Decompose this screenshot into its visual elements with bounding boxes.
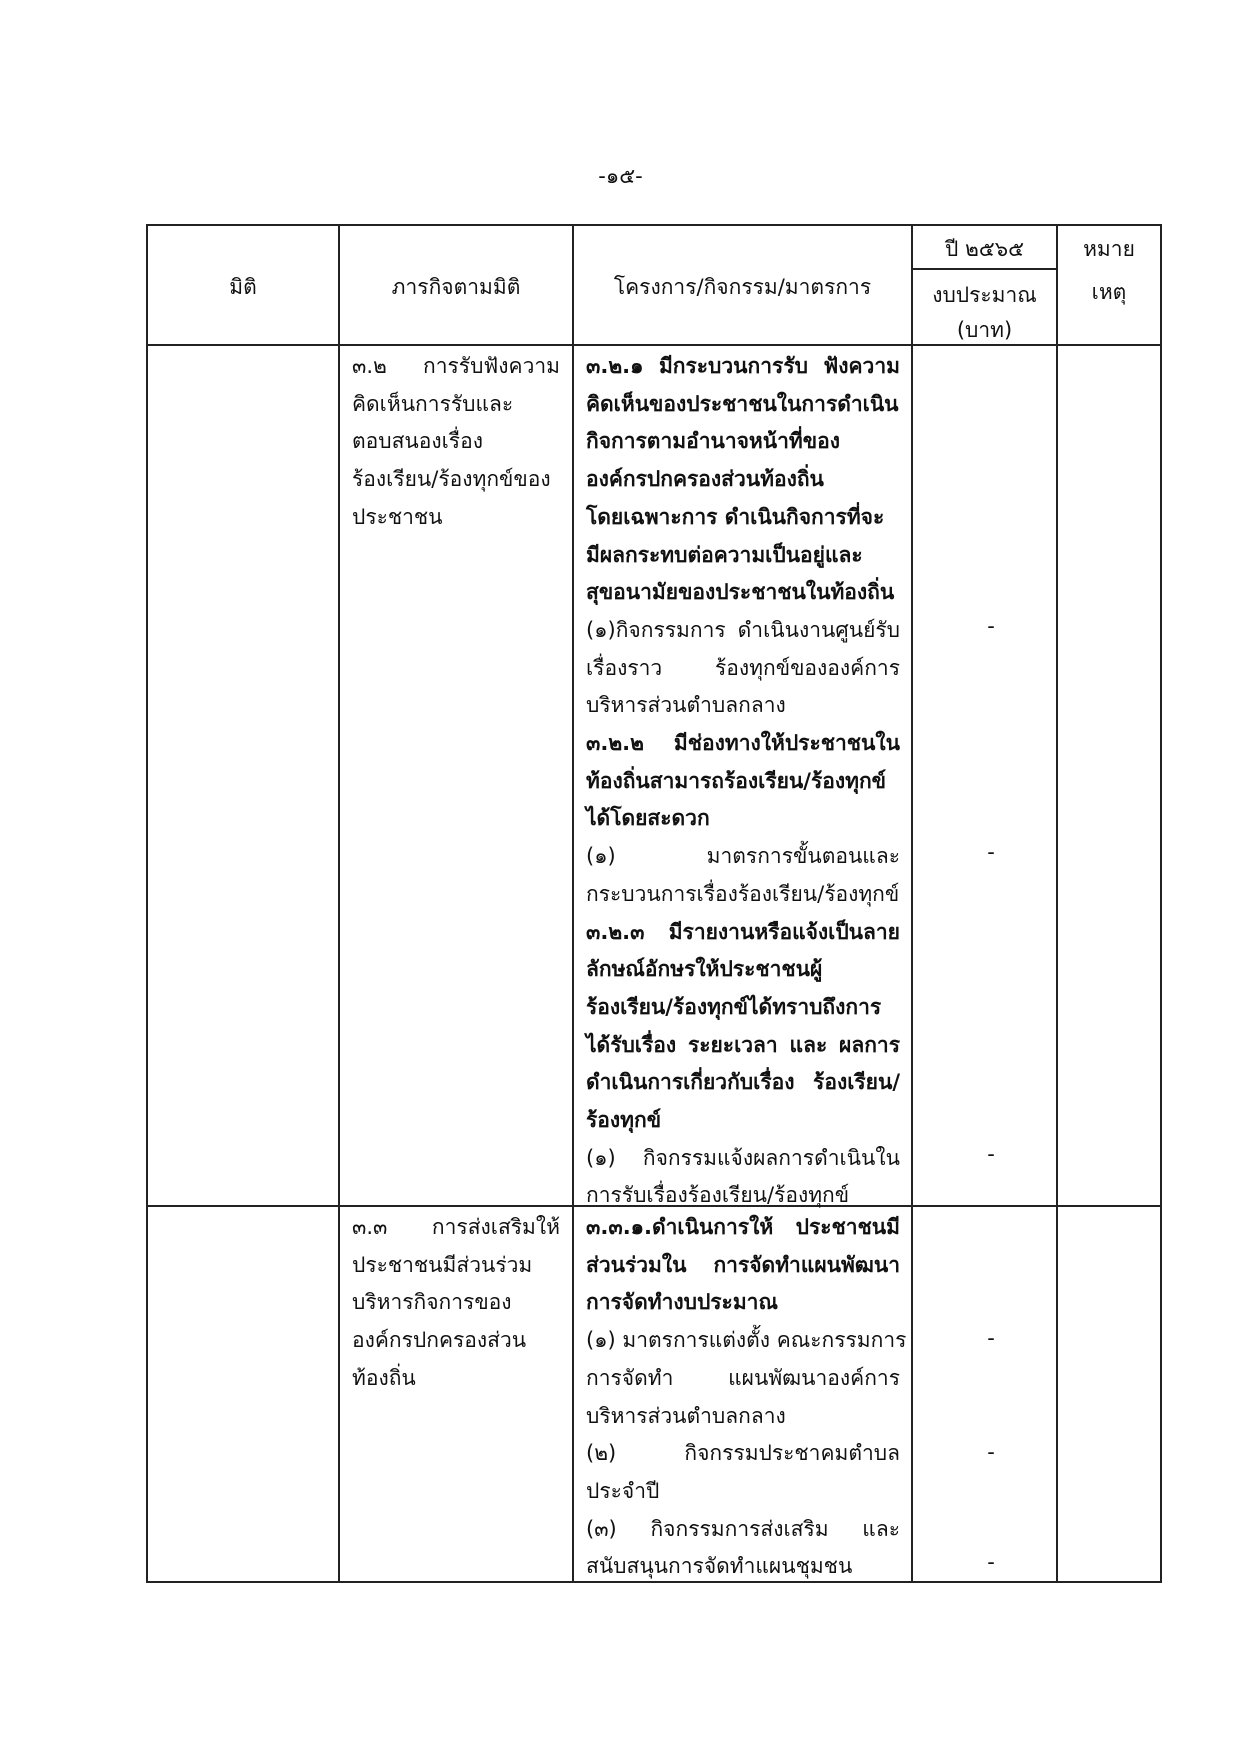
project-line: ลักษณ์อักษรให้ประชาชนผู้ <box>586 957 823 982</box>
mission-line: คิดเห็นการรับและ <box>352 391 514 416</box>
mission-line: ประชาชนมีส่วนร่วม <box>352 1252 533 1277</box>
table-right-border <box>1160 224 1162 1583</box>
mission-line: องค์กรปกครองส่วน <box>352 1328 527 1353</box>
project-line: เรื่องราว ร้องทุกข์ขององค์การ <box>586 655 900 680</box>
project-line: (๓) กิจกรรมการส่งเสริม และ <box>586 1516 900 1541</box>
budget-value: - <box>987 1550 995 1574</box>
table-left-border <box>146 224 148 1583</box>
project-line: บริหารส่วนตำบลกลาง <box>586 1403 786 1428</box>
project-line: สุขอนามัยของประชาชนในท้องถิ่น <box>586 580 895 605</box>
project-line: การจัดทำ แผนพัฒนาองค์การ <box>586 1365 900 1390</box>
header-budget: งบประมาณ <box>932 283 1037 307</box>
project-line: ดำเนินการเกี่ยวกับเรื่อง ร้องเรียน/ <box>586 1070 900 1095</box>
project-line: (๑)กิจกรรมการ ดำเนินงานศูนย์รับ <box>586 617 900 642</box>
project-line: (๑) กิจกรรมแจ้งผลการดำเนินใน <box>586 1145 900 1170</box>
row2-mission <box>352 1209 560 1398</box>
header-mission: ภารกิจตามมิติ <box>391 275 521 299</box>
mission-line: ท้องถิ่น <box>352 1365 416 1390</box>
project-line: กิจการตามอำนาจหน้าที่ของ <box>586 429 840 454</box>
header-remark: หมาย <box>1083 237 1135 261</box>
project-line: ๓.๓.๑.ดำเนินการให้ ประชาชนมี <box>586 1215 900 1239</box>
mission-line: ตอบสนองเรื่อง <box>352 429 483 454</box>
project-line: ท้องถิ่นสามารถร้องเรียน/ร้องทุกข์ <box>586 768 887 793</box>
project-line: การจัดทำงบประมาณ <box>586 1290 778 1315</box>
project-line: ประจำปี <box>586 1478 660 1503</box>
row1-projects <box>586 348 900 1215</box>
budget-value: - <box>987 1142 995 1166</box>
project-line: (๑) มาตรการขั้นตอนและ <box>586 844 900 869</box>
project-line: มีผลกระทบต่อความเป็นอยู่และ <box>586 542 863 567</box>
project-line: คิดเห็นของประชาชนในการดำเนิน <box>586 391 899 416</box>
project-line: ร้องเรียน/ร้องทุกข์ได้ทราบถึงการ <box>586 994 882 1019</box>
column-divider-1 <box>338 224 340 1583</box>
column-divider-4 <box>1056 224 1058 1583</box>
budget-value: - <box>987 840 995 864</box>
column-divider-3 <box>911 224 913 1583</box>
row2-projects <box>586 1209 907 1586</box>
header-dimension: มิติ <box>229 275 257 299</box>
project-line: องค์กรปกครองส่วนท้องถิ่น <box>586 467 824 492</box>
header-year: ปี ๒๕๖๕ <box>945 237 1024 261</box>
budget-value: - <box>987 614 995 638</box>
row1-mission <box>352 348 560 537</box>
project-line: โดยเฉพาะการ ดำเนินกิจการที่จะ <box>586 504 885 529</box>
project-line: ส่วนร่วมใน การจัดทำแผนพัฒนา <box>586 1252 900 1277</box>
mission-line: ประชาชน <box>352 504 443 529</box>
mission-line: ๓.๒ การรับฟังความ <box>352 354 560 378</box>
header-budget-unit: (บาท) <box>956 318 1013 342</box>
project-line: ได้โดยสะดวก <box>586 806 710 831</box>
table-top-border <box>146 224 1162 226</box>
project-line: กระบวนการเรื่องร้องเรียน/ร้องทุกข์ <box>586 881 900 906</box>
mission-line: บริหารกิจการของ <box>352 1290 512 1315</box>
project-line: สนับสนุนการจัดทำแผนชุมชน <box>586 1554 853 1579</box>
mission-line: ร้องเรียน/ร้องทุกข์ของ <box>352 467 551 492</box>
project-line: ๓.๒.๒ มีช่องทางให้ประชาชนใน <box>586 731 900 756</box>
budget-value: - <box>987 1440 995 1464</box>
year-subheader-divider <box>913 268 1057 270</box>
mission-line: ๓.๓ การส่งเสริมให้ <box>352 1215 560 1239</box>
project-line: ได้รับเรื่อง ระยะเวลา และ ผลการ <box>586 1032 900 1057</box>
column-divider-2 <box>572 224 574 1583</box>
project-line: (๒) กิจกรรมประชาคมตำบล <box>586 1441 900 1466</box>
budget-value: - <box>987 1326 995 1350</box>
page-number: -๑๕- <box>598 164 643 188</box>
project-line: ๓.๒.๑ มีกระบวนการรับ ฟังความ <box>586 354 900 378</box>
project-line: (๑) มาตรการแต่งตั้ง คณะกรรมการ <box>586 1328 907 1353</box>
project-line: การรับเรื่องร้องเรียน/ร้องทุกข์ <box>586 1183 850 1208</box>
project-line: ร้องทุกข์ <box>586 1108 662 1133</box>
header-remark-2: เหตุ <box>1091 280 1127 304</box>
project-line: บริหารส่วนตำบลกลาง <box>586 693 786 718</box>
project-line: ๓.๒.๓ มีรายงานหรือแจ้งเป็นลาย <box>586 919 900 944</box>
header-project: โครงการ/กิจกรรม/มาตรการ <box>613 275 872 299</box>
